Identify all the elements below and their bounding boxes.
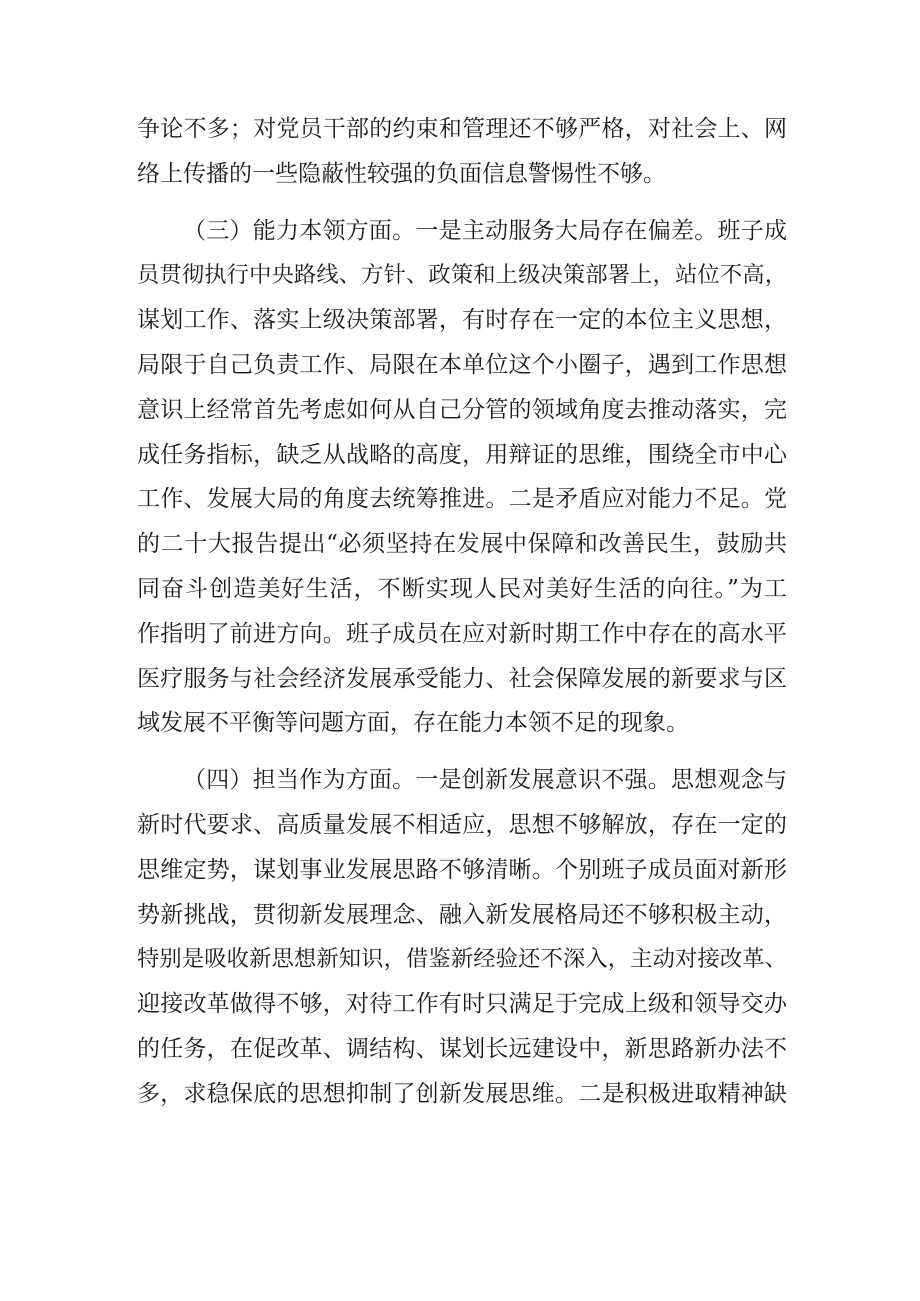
text-line: 同奋斗创造美好生活，不断实现人民对美好生活的向往。”为工 [137, 575, 787, 602]
text-line: 作指明了前进方向。班子成员在应对新时期工作中存在的高水平 [137, 620, 787, 647]
paragraph-1 [137, 107, 787, 197]
document-body [137, 107, 787, 1129]
text-line: 域发展不平衡等问题方面，存在能力本领不足的现象。 [137, 710, 689, 737]
text-line: 络上传播的一些隐蔽性较强的负面信息警惕性不够。 [137, 160, 666, 187]
text-line: 局限于自己负责工作、局限在本单位这个小圈子，遇到工作思想 [137, 351, 787, 378]
text-line: 成任务指标，缺乏从战略的高度，用辩证的思维，围绕全市中心 [137, 441, 787, 468]
text-line: 势新挑战，贯彻新发展理念、融入新发展格局还不够积极主动， [137, 901, 787, 928]
text-line: 迎接改革做得不够，对待工作有时只满足于完成上级和领导交办 [137, 991, 787, 1018]
text-line: （四）担当作为方面。一是创新发展意识不强。思想观念与 [183, 767, 787, 794]
text-line: 员贯彻执行中央路线、方针、政策和上级决策部署上，站位不高， [137, 262, 787, 289]
paragraph-2 [137, 209, 787, 747]
text-line: 谋划工作、落实上级决策部署，有时存在一定的本位主义思想， [137, 307, 787, 334]
text-line: （三）能力本领方面。一是主动服务大局存在偏差。班子成 [183, 217, 787, 244]
paragraph-3 [137, 758, 787, 1116]
text-line: 的任务，在促改革、调结构、谋划长远建设中，新思路新办法不 [137, 1035, 787, 1062]
text-line: 医疗服务与社会经济发展承受能力、社会保障发展的新要求与区 [137, 665, 787, 692]
text-line: 工作、发展大局的角度去统筹推进。二是矛盾应对能力不足。党 [137, 486, 787, 513]
text-line: 新时代要求、高质量发展不相适应，思想不够解放，存在一定的 [137, 811, 787, 838]
text-line: 特别是吸收新思想新知识，借鉴新经验还不深入，主动对接改革、 [137, 946, 787, 973]
text-line: 意识上经常首先考虑如何从自己分管的领域角度去推动落实，完 [137, 396, 787, 423]
text-line: 争论不多；对党员干部的约束和管理还不够严格，对社会上、网 [137, 116, 787, 142]
text-line: 多，求稳保底的思想抑制了创新发展思维。二是积极进取精神缺 [137, 1080, 787, 1107]
text-line: 的二十大报告提出“必须坚持在发展中保障和改善民生，鼓励共 [137, 531, 787, 558]
text-line: 思维定势，谋划事业发展思路不够清晰。个别班子成员面对新形 [137, 856, 787, 883]
